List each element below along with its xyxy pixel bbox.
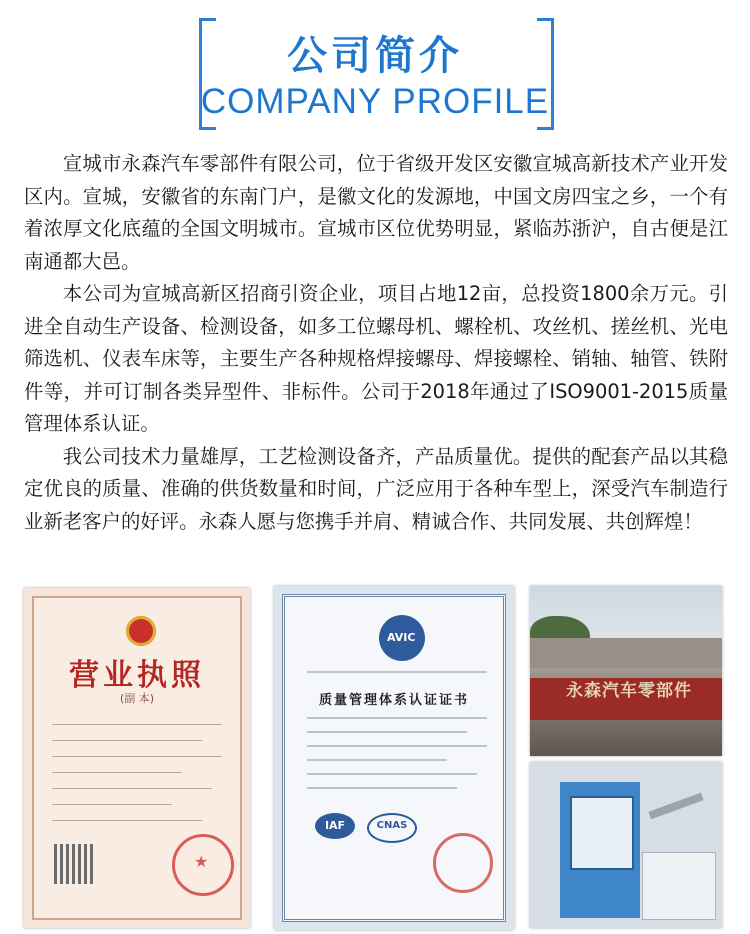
page-header bbox=[0, 0, 750, 140]
national-emblem-icon bbox=[126, 616, 156, 646]
iaf-badge-icon: IAF bbox=[315, 813, 355, 839]
avic-logo-icon bbox=[379, 615, 425, 661]
intro-paragraph-3: 我公司技术力量雄厚，工艺检测设备齐，产品质量优。提供的配套产品以其稳定优良的质量、准确的供货数量和时间，广泛应用于各种车型上，深受汽车制造行业新老客户的好评。永森人愿与您携手并肩、精诚合作、共同发展、共创辉煌！ bbox=[24, 444, 728, 533]
factory-sign: 永森汽车零部件 bbox=[566, 681, 692, 701]
official-seal-icon bbox=[172, 834, 234, 896]
business-license-image bbox=[24, 588, 250, 928]
photo-gallery bbox=[0, 582, 750, 934]
intro-paragraph-1: 宣城市永森汽车零部件有限公司，位于省级开发区安徽宣城高新技术产业开发区内。宣城，安徽省的东南门户，是徽文化的发源地，中国文房四宝之乡，一个有着浓厚文化底蕴的全国文明城市。宣城市区位优势明显，紧临苏浙沪，自古便是江南通都大邑。 bbox=[24, 152, 728, 273]
factory-photo bbox=[530, 586, 722, 756]
company-intro bbox=[24, 148, 728, 538]
certificate-title: 质量管理体系认证证书 bbox=[318, 693, 469, 708]
intro-paragraph-2: 本公司为宣城高新区招商引资企业，项目占地12亩，总投资1800余万元。引进全自动生产设备、检测设备，如多工位螺母机、螺栓机、攻丝机、搓丝机、光电筛选机、仪表车床等，主要生产各种规格焊接螺母、焊接螺栓、销轴、轴管、铁附件等，并可订制各类异型件、非标件。公司于2018年通过了ISO9001-2015质量管理体系认证。 bbox=[24, 282, 728, 435]
license-subtitle: (副 本) bbox=[119, 692, 155, 705]
page-title: 公司简介 bbox=[287, 33, 463, 79]
page-subtitle: COMPANY PROFILE bbox=[200, 82, 550, 121]
license-title: 营业执照 bbox=[69, 658, 205, 693]
certificate-seal-icon bbox=[433, 833, 493, 893]
quality-certificate-image bbox=[274, 586, 514, 930]
qr-code-icon bbox=[54, 844, 94, 884]
machine-photo bbox=[530, 762, 722, 928]
cnas-badge-icon: CNAS bbox=[367, 813, 417, 843]
